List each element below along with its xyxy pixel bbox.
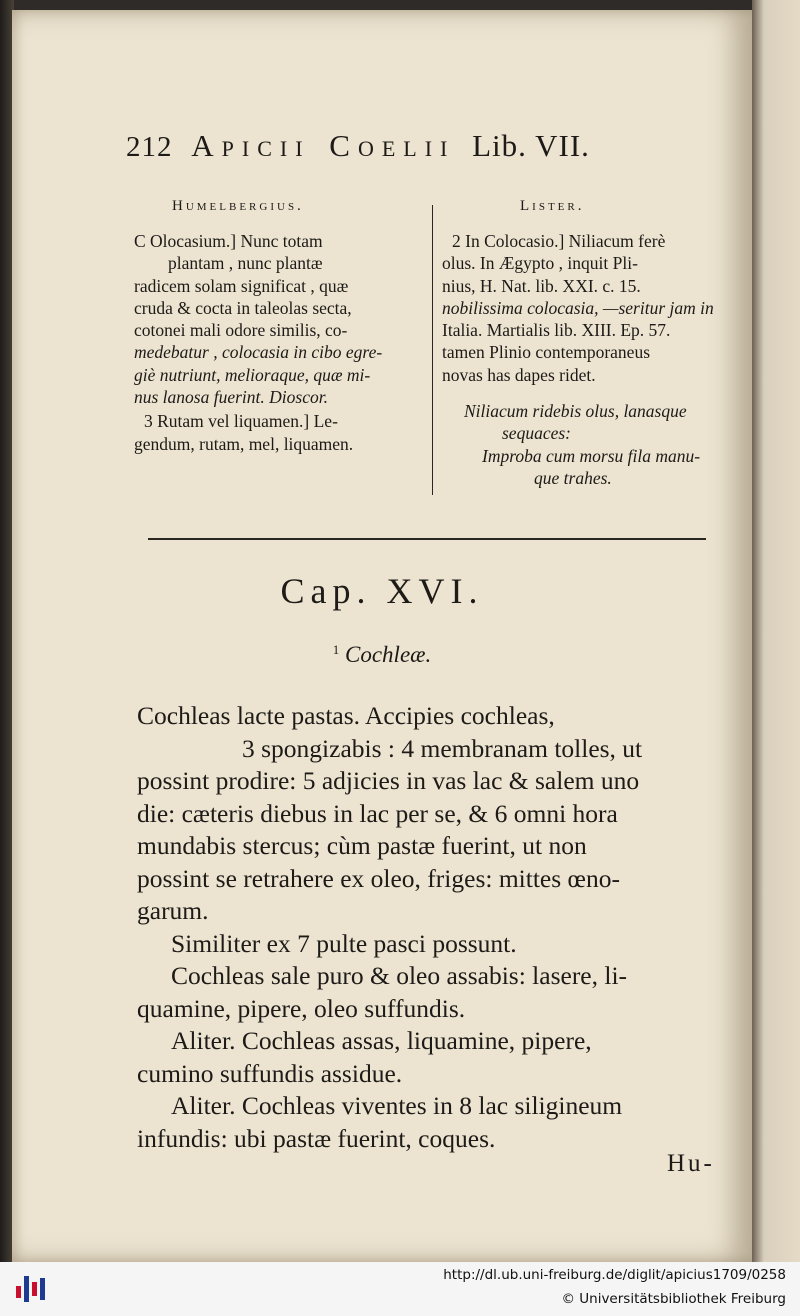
- note-line: C Olocasium.] Nunc totam: [134, 231, 323, 251]
- verse-line: que trahes.: [534, 467, 612, 488]
- body-line: Cochleas lacte pastas. Accipies cochleas,: [137, 701, 555, 730]
- note-line: plantam , nunc plantæ: [168, 253, 323, 274]
- body-line: mundabis stercus; cùm pastæ fuerint, ut non: [137, 831, 587, 860]
- verse-line: sequaces:: [502, 423, 572, 444]
- note-line: giè nutriunt, melioraque, quæ mi-: [134, 364, 371, 385]
- next-page-edge: [752, 0, 800, 1262]
- chapter-subtitle: [12, 642, 752, 668]
- note-line: tamen Plinio contemporaneus: [442, 342, 651, 363]
- catchword: Hu-: [667, 1150, 715, 1177]
- note-line: nus lanosa fuerint. Dioscor.: [134, 387, 328, 408]
- header-title-apicii: Apicii: [191, 128, 311, 163]
- verse-line: Niliacum ridebis olus, lanasque: [464, 401, 687, 422]
- copyright-notice: © Universitätsbibliothek Freiburg: [561, 1291, 786, 1307]
- library-logo-icon[interactable]: [14, 1272, 50, 1306]
- body-line: quamine, pipere, oleo suffundis.: [137, 993, 466, 1023]
- right-column-notes: [442, 230, 720, 489]
- body-line: Aliter. Cochleas assas, liquamine, pipere,: [171, 1026, 592, 1055]
- body-line: cumino suffundis assidue.: [137, 1058, 403, 1088]
- body-line: possint se retrahere ex oleo, friges: mittes œno-: [137, 863, 620, 893]
- page-number: 212: [126, 131, 173, 163]
- right-column-heading: Lister.: [520, 198, 585, 214]
- body-line: Cochleas sale puro & oleo assabis: lasere, li-: [171, 961, 628, 990]
- running-header: [126, 128, 726, 164]
- chapter-subtitle-text: Cochleæ.: [345, 642, 432, 667]
- body-line: Similiter ex 7 pulte pasci possunt.: [171, 928, 517, 958]
- body-line: die: cæteris diebus in lac per se, & 6 omni hora: [137, 798, 618, 828]
- header-title-coelii: Coelii: [329, 128, 456, 163]
- footnote-marker: 1: [332, 642, 340, 657]
- note-line: nius, H. Nat. lib. XXI. c. 15.: [442, 275, 641, 296]
- header-book: Lib. VII.: [472, 128, 590, 163]
- permalink-url[interactable]: http://dl.ub.uni-freiburg.de/diglit/apicius1709/0258: [443, 1267, 786, 1283]
- note-line: olus. In Ægypto , inquit Pli-: [442, 253, 638, 274]
- note-line: cotonei mali odore similis, co-: [134, 320, 348, 341]
- viewer-footer: [0, 1262, 800, 1316]
- section-rule: [148, 538, 706, 540]
- book-page: [12, 10, 752, 1262]
- left-column-notes: [134, 230, 419, 455]
- note-line: 2 In Colocasio.] Niliacum ferè: [452, 231, 666, 251]
- note-line: Italia. Martialis lib. XIII. Ep. 57.: [442, 320, 671, 341]
- body-line: garum.: [137, 896, 209, 925]
- note-line: 3 Rutam vel liquamen.] Le-: [144, 411, 338, 432]
- chapter-title: Cap. XVI.: [280, 571, 484, 611]
- column-divider: [432, 205, 433, 495]
- note-line: cruda & cocta in taleolas secta,: [134, 297, 352, 318]
- body-line: 3 spongizabis : 4 membranam tolles, ut: [242, 733, 643, 763]
- note-line: radicem solam significat , quæ: [134, 275, 349, 296]
- body-line: Aliter. Cochleas viventes in 8 lac siligineum: [171, 1091, 623, 1120]
- note-line: medebatur , colocasia in cibo egre-: [134, 342, 383, 363]
- note-line: nobilissima colocasia, —seritur jam in: [442, 297, 714, 318]
- recipe-text: [137, 700, 729, 1155]
- body-line: possint prodire: 5 adjicies in vas lac & salem uno: [137, 766, 640, 795]
- verse-line: Improba cum morsu fila manu-: [482, 445, 701, 466]
- note-line: gendum, rutam, mel, liquamen.: [134, 433, 354, 454]
- left-column-heading: Humelbergius.: [172, 198, 304, 214]
- note-line: novas has dapes ridet.: [442, 364, 596, 385]
- body-line: infundis: ubi pastæ fuerint, coques.: [137, 1123, 496, 1153]
